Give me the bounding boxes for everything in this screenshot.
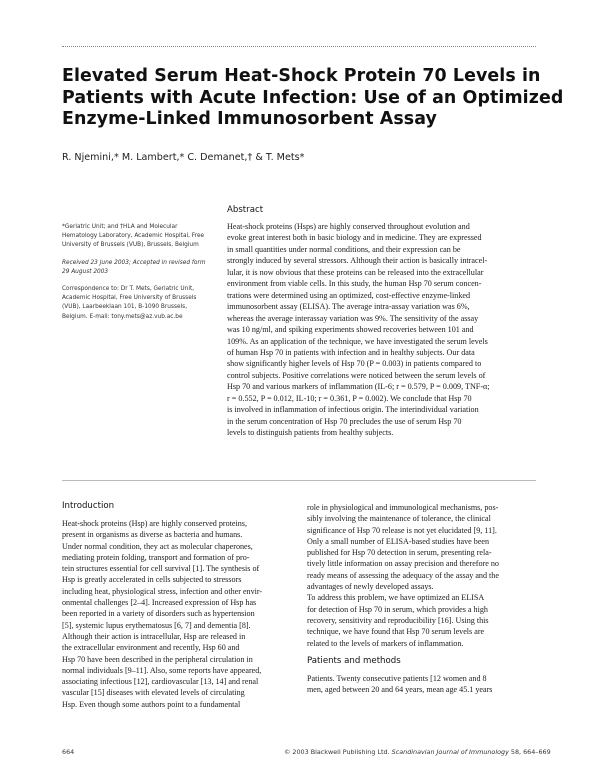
abstract-heading: Abstract xyxy=(227,205,264,215)
body-line: Heat-shock proteins (Hsp) are highly conserved proteins, xyxy=(62,519,247,528)
article-title xyxy=(62,66,564,131)
body-line: sibly involving the maintenance of tolerance, the clinical xyxy=(307,514,491,524)
abstract-line: trations were determined using an optimized, cost-effective enzyme-linked xyxy=(227,290,471,300)
correspondence-line: (VUB), Laarbeeklaan 101, B-1090 Brussels, xyxy=(62,304,188,311)
received-line: 29 August 2003 xyxy=(62,268,109,275)
volume-pages: 58, 664–669 xyxy=(510,748,551,756)
introduction-heading: Introduction xyxy=(62,501,115,511)
abstract-line: 109%. As an application of the technique, we have investigated the serum levels xyxy=(227,336,488,346)
abstract-line: r = 0.552, P = 0.012, IL-10; r = 0.361, P = 0.002). We conclude that Hsp 70 xyxy=(227,393,472,403)
body-line: technique, we have found that Hsp 70 serum levels are xyxy=(307,627,485,637)
copyright: © 2003 Blackwell Publishing Ltd. xyxy=(284,748,390,756)
body-line: been reported in a variety of disorders such as hypertension xyxy=(62,609,255,619)
correspondence-line: Academic Hospital, Free University of Brussels xyxy=(62,295,197,302)
body-line: related to the levels of markers of inflammation. xyxy=(307,638,464,648)
affiliation-line: University of Brussels (VUB), Brussels, Belgium xyxy=(62,242,199,249)
body-line: normal individuals [9–11]. Also, some reports have appeared, xyxy=(62,665,262,675)
body-line: Hsp. Even though some authors point to a fundamental xyxy=(62,699,241,709)
body-line: onmental challenges [2–4]. Increased expression of Hsp has xyxy=(62,598,257,608)
abstract-line: control subjects. Positive correlations were noticed between the serum levels of xyxy=(227,370,486,380)
abstract-line: evoke great interest both in basic biology and in medicine. They are expressed xyxy=(227,233,482,243)
abstract-line: of human Hsp 70 in patients with infection and in healthy subjects. Our data xyxy=(227,347,475,357)
correspondence-block xyxy=(62,285,214,322)
journal-name: Scandinavian Journal of Immunology xyxy=(391,748,509,756)
abstract-line: strongly induced by several stressors. Although their action is basically intracel- xyxy=(227,256,488,266)
body-line: tein structures essential for cell survival [1]. The synthesis of xyxy=(62,564,260,574)
body-line: the extracellular environment and recently, Hsp 60 and xyxy=(62,643,240,653)
abstract-line: is involved in inflammation of infectious origin. The interindividual variation xyxy=(227,405,479,415)
body-line: present in organisms as diverse as bacteria and humans. xyxy=(62,530,243,540)
body-line: To address this problem, we have optimized an ELISA xyxy=(307,593,485,603)
affiliation-line: Hematology Laboratory, Academic Hospital, Free xyxy=(62,233,205,240)
page-number: 664 xyxy=(62,748,75,756)
abstract-line: was 10 ng/ml, and spiking experiments showed recoveries between 101 and xyxy=(227,325,474,335)
body-line: Under normal condition, they act as molecular chaperones, xyxy=(62,541,253,551)
title-line: Patients with Acute Infection: Use of an Optimized xyxy=(62,87,564,108)
body-line: role in physiological and immunological mechanisms, pos- xyxy=(307,503,499,512)
body-line: associating infectious [12], cardiovascular [13, 14] and renal xyxy=(62,677,259,687)
received-line: Received 23 June 2003; Accepted in revised form xyxy=(62,259,206,266)
correspondence-line: Belgium. E-mail: tony.mets@az.vub.ac.be xyxy=(62,313,183,320)
body-column-left xyxy=(62,518,292,710)
body-line: Only a small number of ELISA-based studies have been xyxy=(307,536,490,546)
body-line: Hsp is greatly accelerated in cells subjected to stressors xyxy=(62,575,242,585)
author-list: R. Njemini,* M. Lambert,* C. Demanet,† & T. Mets* xyxy=(62,152,305,163)
body-line: significance of Hsp 70 release is not yet elucidated [9, 11]. xyxy=(307,525,497,535)
abstract-line: Hsp 70 and various markers of inflammation (IL-6; r = 0.579, P = 0.009, TNF-α; xyxy=(227,382,490,392)
body-line: Patients. Twenty consecutive patients [12 women and 8 xyxy=(307,674,487,683)
body-line: vascular [15] diseases with elevated levels of circulating xyxy=(62,688,245,698)
body-line: Hsp 70 have been described in the peripheral circulation in xyxy=(62,654,253,664)
title-line: Elevated Serum Heat-Shock Protein 70 Levels in xyxy=(62,66,541,86)
body-line: tively little information on assay precision and therefore no xyxy=(307,559,499,569)
section-divider xyxy=(62,480,536,481)
body-column-right xyxy=(307,502,537,649)
abstract-line: environment from viable cells. In this study, the human Hsp 70 serum concen- xyxy=(227,279,482,289)
affiliation-line: *Geriatric Unit; and †HLA and Molecular xyxy=(62,224,178,230)
title-line: Enzyme-Linked Immunosorbent Assay xyxy=(62,109,437,129)
correspondence-line: Correspondence to: Dr T. Mets, Geriatric Unit, xyxy=(62,286,195,293)
abstract-line: lular, it is now obvious that these proteins can be released into the extracellular xyxy=(227,267,484,277)
affiliation-block xyxy=(62,223,214,251)
body-line: Although their action is intracellular, Hsp are released in xyxy=(62,631,246,641)
body-line: recovery, sensitivity and reproducibility [16]. Using this xyxy=(307,615,489,625)
abstract-line: in small quantities under normal conditions, and their expression can be xyxy=(227,244,461,254)
methods-heading: Patients and methods xyxy=(307,656,401,666)
body-line: ready means of assessing the adequacy of the assay and the xyxy=(307,570,499,580)
footer-citation xyxy=(284,748,551,756)
abstract-line: Heat-shock proteins (Hsps) are highly conserved throughout evolution and xyxy=(227,222,470,231)
abstract-body xyxy=(227,221,536,439)
body-line: mediating protein folding, transport and formation of pro- xyxy=(62,552,250,562)
header-rule xyxy=(62,46,536,47)
body-line: men, aged between 20 and 64 years, mean age 45.1 years xyxy=(307,685,493,695)
article-sidebar xyxy=(62,223,214,322)
body-column-right-continued xyxy=(307,673,537,696)
body-line: published for Hsp 70 detection in serum, presenting rela- xyxy=(307,548,492,558)
abstract-line: in the serum concentration of Hsp 70 precludes the use of serum Hsp 70 xyxy=(227,416,462,426)
received-block xyxy=(62,259,214,277)
abstract-line: show significantly higher levels of Hsp 70 (P = 0.003) in patients compared to xyxy=(227,359,482,369)
body-line: advantages of newly developed assays. xyxy=(307,582,434,592)
abstract-line: immunosorbent assay (ELISA). The average intra-assay variation was 6%, xyxy=(227,302,470,312)
abstract-line: levels to distinguish patients from healthy subjects. xyxy=(227,428,394,438)
body-line: including heat, physiological stress, infection and other envir- xyxy=(62,586,263,596)
body-line: [5], systemic lupus erythematosus [6, 7] and dementia [8]. xyxy=(62,620,251,630)
abstract-line: whereas the average interassay variation was 9%. The sensitivity of the assay xyxy=(227,313,479,323)
body-line: for detection of Hsp 70 in serum, which provides a high xyxy=(307,604,488,614)
